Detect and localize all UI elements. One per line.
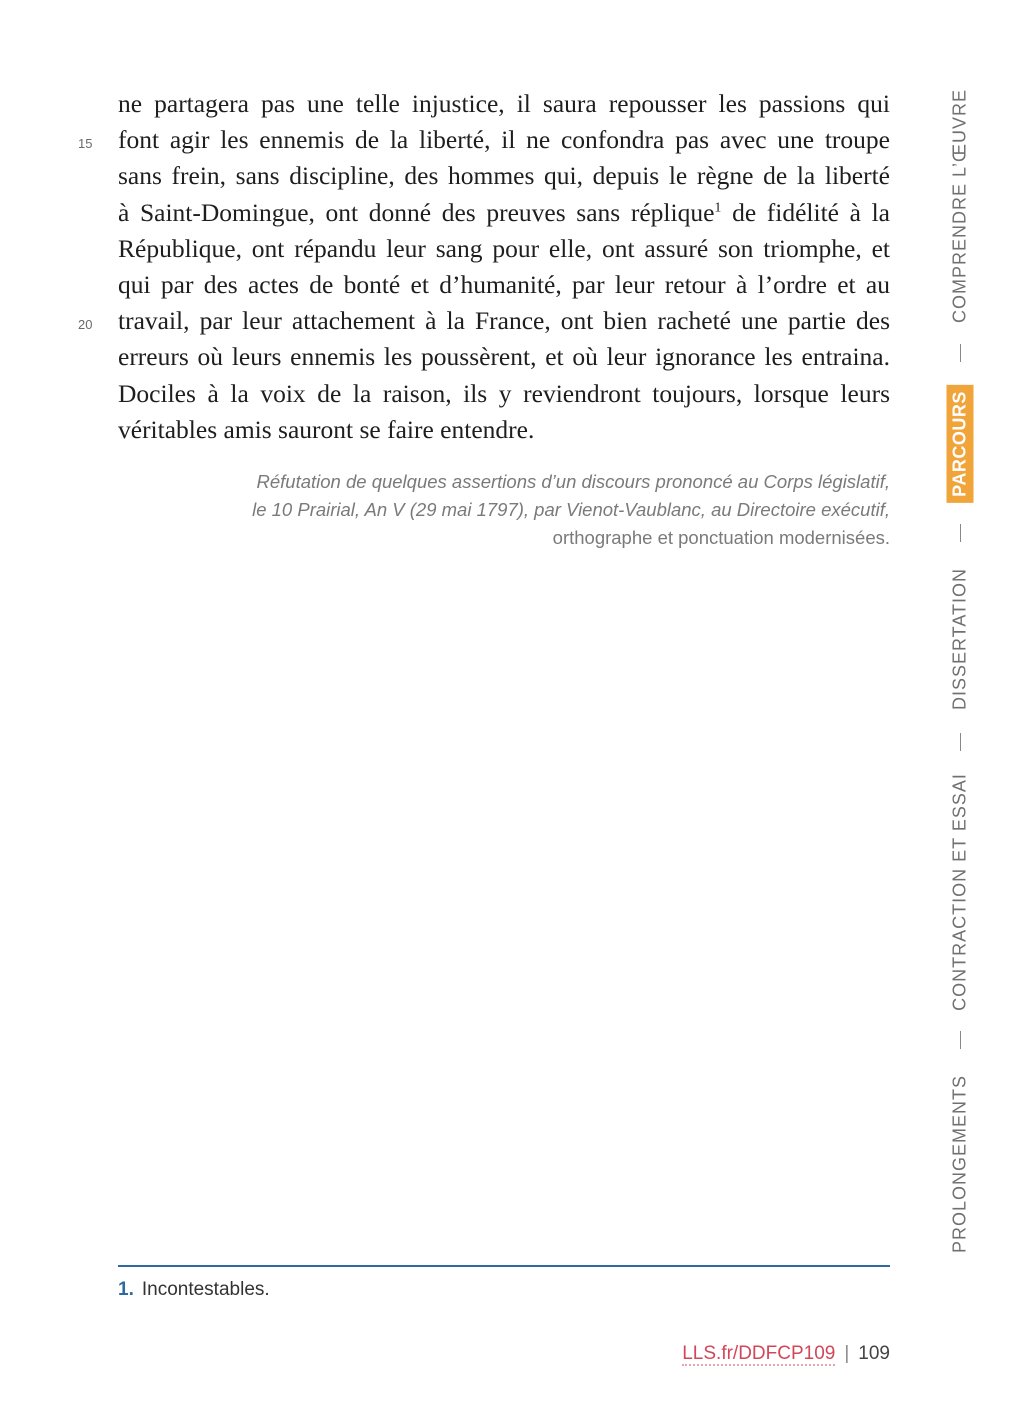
source-citation — [130, 468, 890, 552]
passage-line: Dociles à la voix de la raison, ils y reviendront toujours, lorsque leurs — [118, 378, 890, 408]
passage-line: font agir les ennemis de la liberté, il ne confondra pas avec une troupe — [118, 125, 890, 155]
line-number-15: 15 — [78, 136, 93, 151]
line-number-20: 20 — [78, 317, 93, 332]
footnote-reference[interactable]: 1 — [714, 200, 722, 216]
tab-comprendre-oeuvre[interactable]: COMPRENDRE L’ŒUVRE — [949, 88, 970, 324]
tab-separator — [960, 524, 961, 542]
source-line: orthographe et ponctuation modernisées. — [552, 527, 890, 548]
tab-prolongements[interactable]: PROLONGEMENTS — [949, 1074, 970, 1254]
passage-text — [118, 86, 890, 448]
passage-line: qui par des actes de bonté et d’humanité, par leur retour à l’ordre et au — [118, 270, 890, 300]
source-line: Réfutation de quelques assertions d’un discours prononcé au Corps législatif, — [256, 471, 890, 492]
page-number: 109 — [858, 1343, 890, 1364]
passage-line: erreurs où leurs ennemis les poussèrent, et où leur ignorance les entraina. — [118, 342, 890, 372]
footer-separator: | — [844, 1343, 850, 1364]
page-footer — [682, 1343, 890, 1365]
passage-line: travail, par leur attachement à la France, ont bien racheté une partie des — [118, 306, 890, 336]
tab-dissertation[interactable]: DISSERTATION — [949, 567, 970, 711]
passage-line: sans frein, sans discipline, des hommes qui, depuis le règne de la liberté — [118, 161, 890, 191]
footnote-divider — [118, 1265, 890, 1267]
tab-parcours[interactable]: PARCOURS — [947, 385, 974, 503]
passage-line: République, ont répandu leur sang pour elle, ont assuré son triomphe, et — [118, 233, 890, 263]
footnote-number: 1. — [118, 1279, 134, 1300]
passage-line-part: de fidélité à la — [732, 197, 890, 227]
footnote-text: Incontestables. — [141, 1279, 270, 1300]
tab-separator — [960, 344, 961, 362]
passage-line — [118, 195, 890, 231]
resource-link[interactable]: LLS.fr/DDFCP109 — [682, 1343, 836, 1364]
source-line: le 10 Prairial, An V (29 mai 1797), par Vienot-Vaublanc, au Directoire exécutif, — [252, 499, 890, 520]
passage-line: véritables amis sauront se faire entendre. — [118, 414, 535, 444]
passage-line-part: à Saint-Domingue, ont donné des preuves sans réplique — [118, 197, 715, 227]
footnote — [118, 1279, 270, 1301]
tab-separator — [960, 733, 961, 751]
tab-separator — [960, 1031, 961, 1049]
passage-line: ne partagera pas une telle injustice, il saura repousser les passions qui — [118, 89, 890, 118]
tab-contraction-essai[interactable]: CONTRACTION ET ESSAI — [949, 773, 970, 1011]
